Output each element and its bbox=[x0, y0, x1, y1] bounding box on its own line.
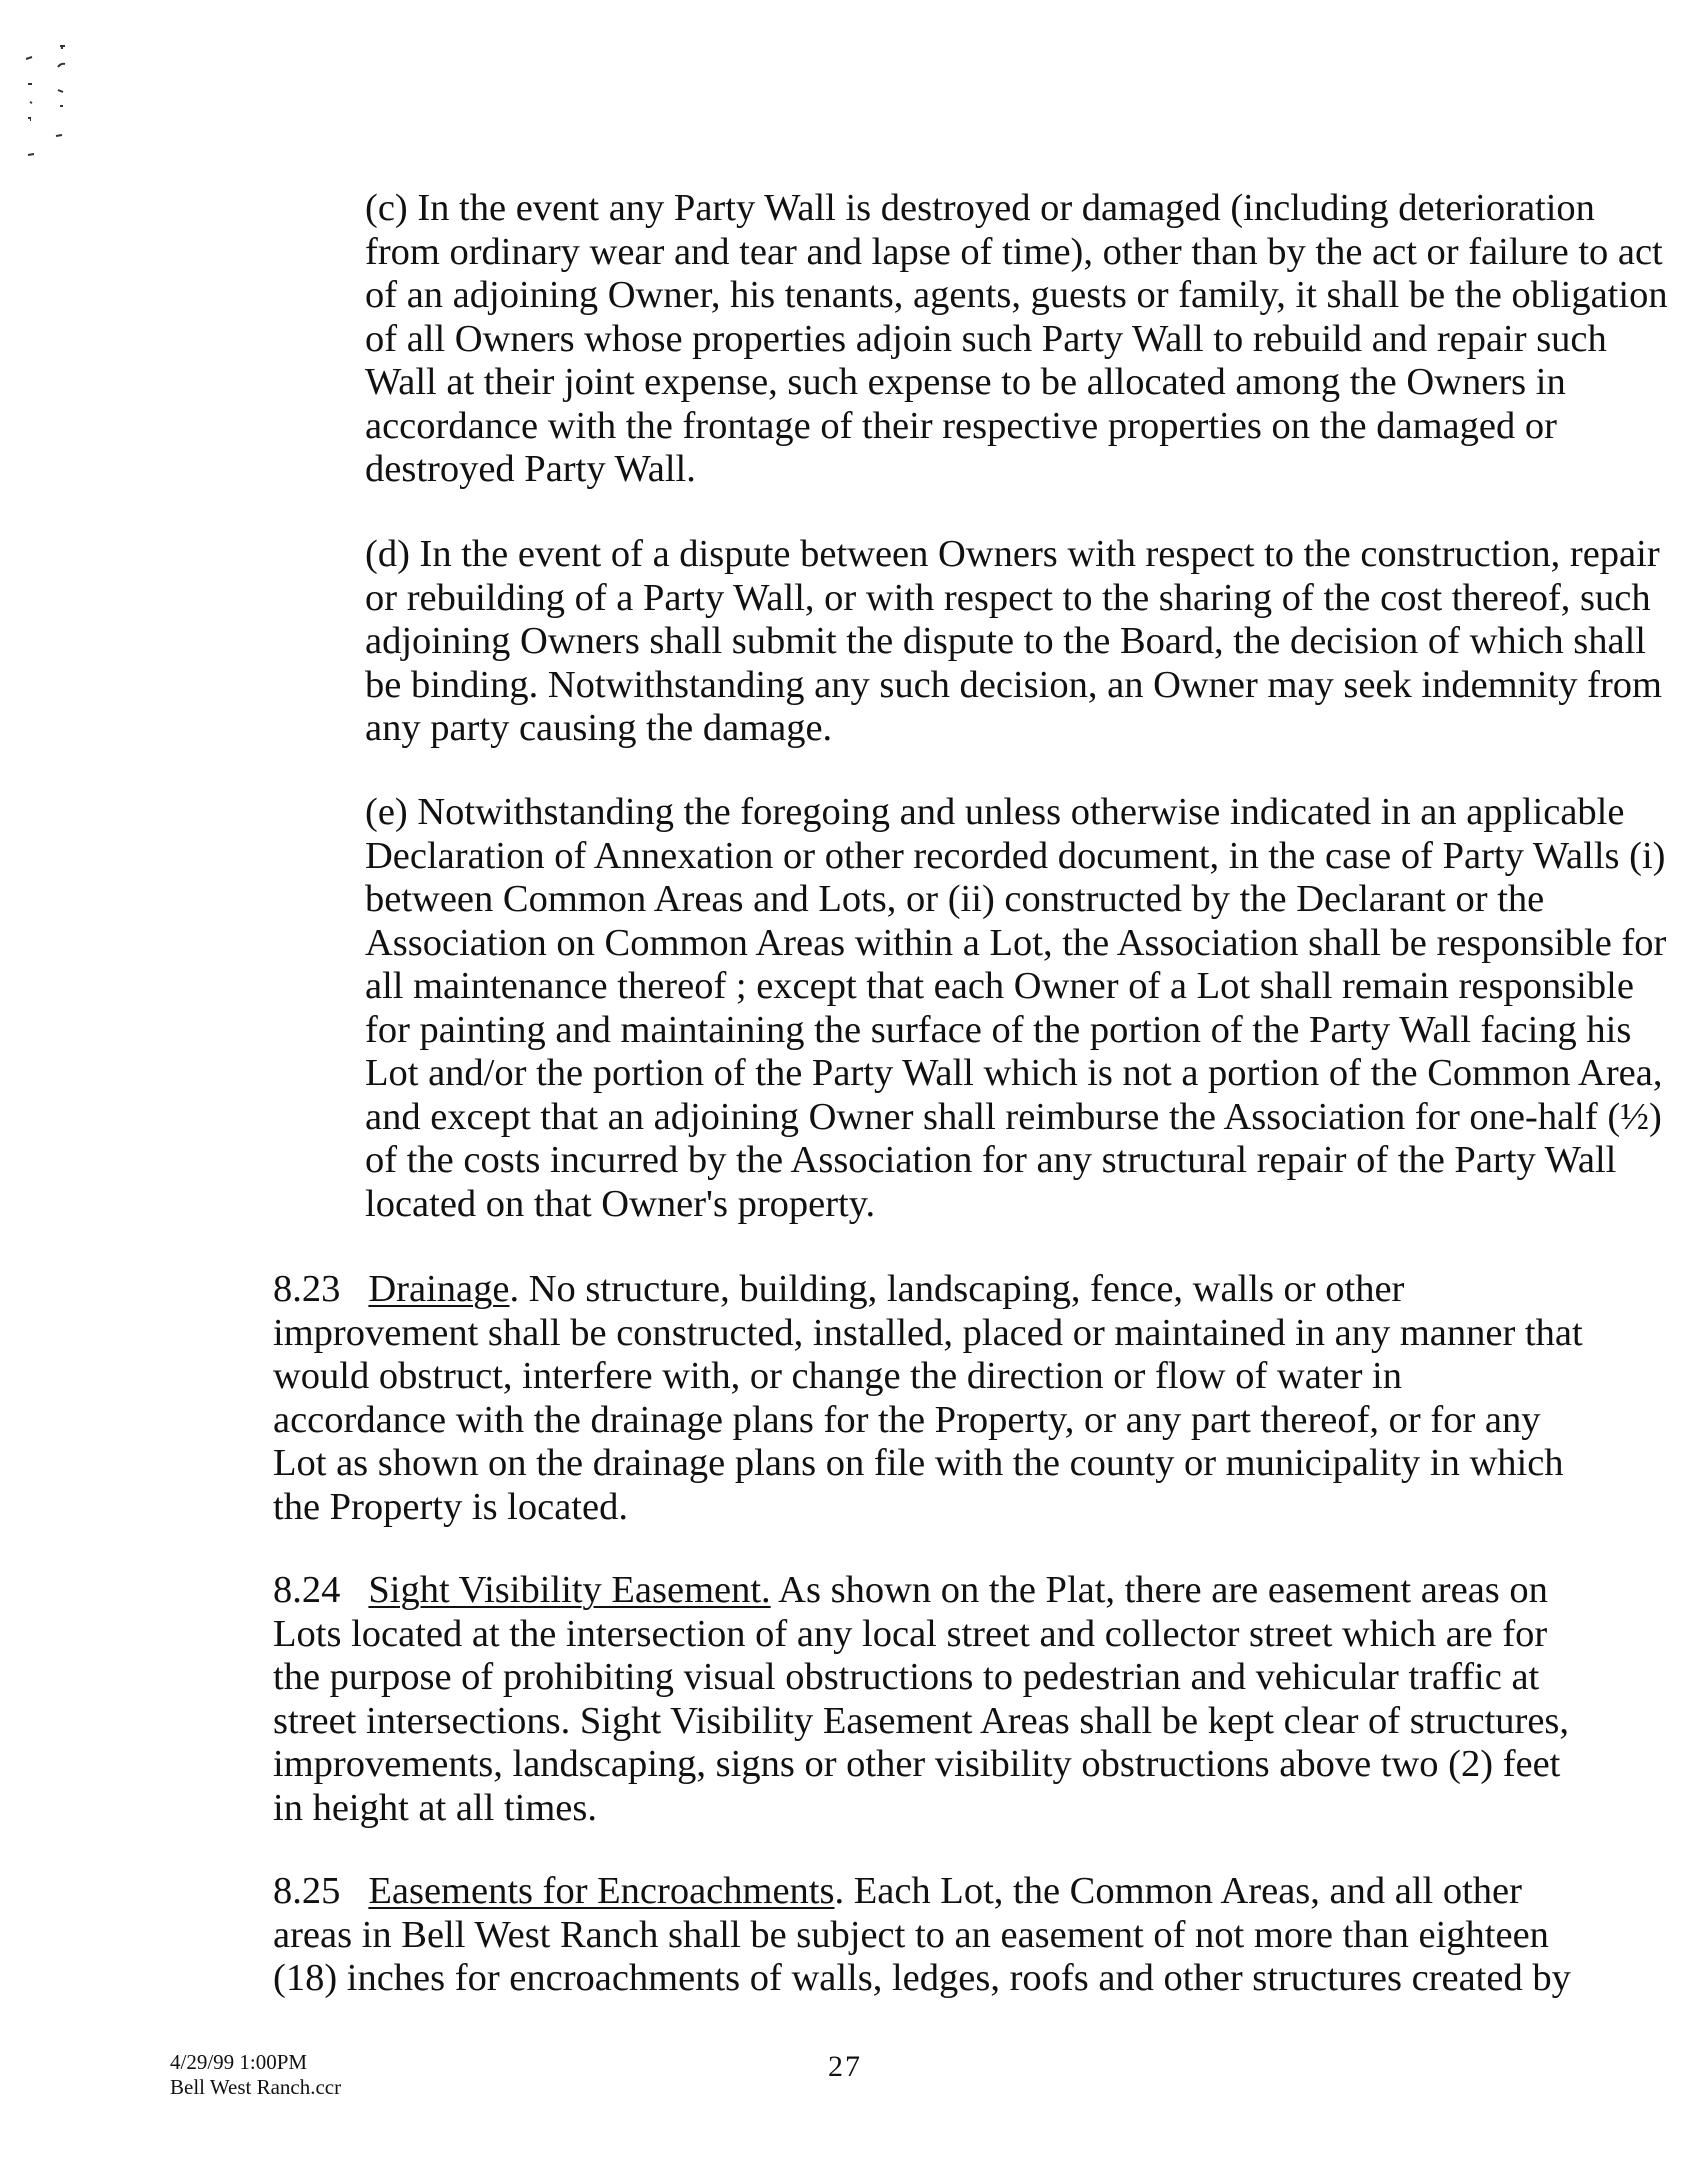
section-heading: Drainage bbox=[368, 1268, 510, 1310]
footer-filename: Bell West Ranch.ccr bbox=[170, 2075, 342, 2099]
page-number: 27 bbox=[828, 2050, 862, 2083]
paragraph-d: (d) In the event of a dispute between Owners with respect to the construction, repair or rebuilding of a Party Wall, or with respect to the sharing of the cost thereof, such adjoining Owners shall submit the dispute to the Board, the decision of which shall be binding. Notwithstanding any such decision, an Owner may seek indemnity from any party causing the damage. bbox=[365, 533, 1662, 749]
section-body: As shown on the Plat, there are easement areas on Lots located at the intersection of any local street and collector street which are for the purpose of prohibiting visual obstructions to pedestrian and vehicular traffic at street intersections. Sight Visibility Easement Areas shall be kept clear of structures, improvements, landscaping, signs or other visibility obstructions above two (2) feet in height at all times. bbox=[273, 1569, 1570, 1829]
section-heading: Easements for Encroachments bbox=[368, 1870, 835, 1912]
footer-meta bbox=[170, 2050, 341, 2100]
section-8-23 bbox=[170, 1268, 1583, 1529]
footer-timestamp: 4/29/99 1:00PM bbox=[170, 2050, 308, 2074]
scan-margin-marks bbox=[18, 40, 78, 170]
paragraph-e: (e) Notwithstanding the foregoing and unless otherwise indicated in an applicable Declaration of Annexation or other recorded document, in the case of Party Walls (i) between Common Areas and Lots, or (ii) constructed by the Declarant or the Association on Common Areas within a Lot, the Association shall be responsible for all maintenance thereof ; except that each Owner of a Lot shall remain responsible for painting and maintaining the surface of the portion of the Party Wall facing his Lot and/or the portion of the Party Wall which is not a portion of the Common Area, and except that an adjoining Owner shall reimburse the Association for one-half (½) of the costs incurred by the Association for any structural repair of the Party Wall located on that Owner's property. bbox=[365, 791, 1667, 1225]
section-heading: Sight Visibility Easement. bbox=[368, 1569, 771, 1611]
section-number: 8.23 bbox=[273, 1268, 341, 1310]
section-body: Each Lot, the Common Areas, and all other areas in Bell West Ranch shall be subject to an easement of not more than eighteen (18) inches for encroachments of walls, ledges, roofs and other structures created by bbox=[273, 1870, 1571, 1999]
section-number: 8.25 bbox=[273, 1870, 341, 1912]
paragraph-c: (c) In the event any Party Wall is destroyed or damaged (including deterioration from ordinary wear and tear and lapse of time), other than by the act or failure to act of an adjoining Owner, his tenants, agents, guests or family, it shall be the obligation of all Owners whose properties adjoin such Party Wall to rebuild and repair such Wall at their joint expense, such expense to be allocated among the Owners in accordance with the frontage of their respective properties on the damaged or destroyed Party Wall. bbox=[365, 187, 1668, 490]
section-8-24 bbox=[170, 1569, 1583, 1830]
section-body: No structure, building, landscaping, fence, walls or other improvement shall be constructed, installed, placed or maintained in any manner that would obstruct, interfere with, or change the direction or flow of water in accordance with the drainage plans for the Property, or any part thereof, or for any Lot as shown on the drainage plans on file with the county or municipality in which the Property is located. bbox=[273, 1268, 1583, 1528]
section-heading-punct: . bbox=[509, 1268, 520, 1310]
section-heading-punct: . bbox=[834, 1870, 845, 1912]
section-8-25 bbox=[170, 1870, 1583, 2001]
section-number: 8.24 bbox=[273, 1569, 341, 1611]
